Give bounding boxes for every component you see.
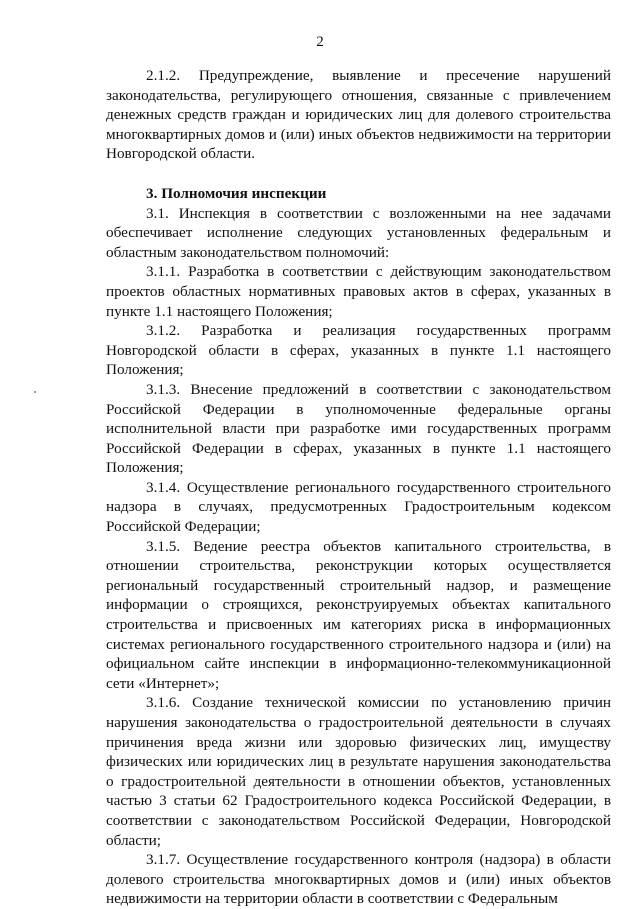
paragraph-3-1-4: 3.1.4. Осуществление регионального государственного строительного надзора в случаях, предусмотренных Градостроительным кодексом Российской Федерации; (106, 478, 611, 536)
paragraph-3-1-6: 3.1.6. Создание технической комиссии по установлению причин нарушения законодательства о градостроительной деятельности в случаях причинения вреда жизни или здоровью физических лиц, имуществу физических или юридических лиц в результате нарушения законодательства о градостроительной деятельности в отношении объектов, установленных частью 3 статьи 62 Градостроительного кодекса Российской Федерации, в соответствии с законодательством Российской Федерации, Новгородской области; (106, 694, 611, 849)
margin-mark (34, 391, 36, 393)
paragraph-3-1: 3.1. Инспекция в соответствии с возложенными на нее задачами обеспечивает исполнение следующих установленных федеральным и областным законодательством полномочий: (106, 204, 611, 261)
paragraph-3-1-7: 3.1.7. Осуществление государственного контроля (надзора) в области долевого строительства многоквартирных домов и (или) иных объектов недвижимости на территории области в соответствии с Федеральным (106, 851, 611, 908)
paragraph-3-1-5: 3.1.5. Ведение реестра объектов капитального строительства, в отношении строительства, реконструкции которых осуществляется региональный государственный строительный надзор, и размещение информации о строящихся, реконструируемых объектах капитального строительства и присвоенных им категориях риска в информационных системах регионального государственного строительного надзора и (или) на официальном сайте инспекции в информационно-телекоммуникационной сети «Интернет»; (106, 537, 611, 692)
paragraph-3-1-2: 3.1.2. Разработка и реализация государственных программ Новгородской области в сферах, указанных в пункте 1.1 настоящего Положения; (106, 322, 611, 379)
paragraph-2-1-2: 2.1.2. Предупреждение, выявление и пресечение нарушений законодательства, регулирующего отношения, связанные с привлечением денежных средств граждан и юридических лиц для долевого строительства многоквартирных домов и (или) иных объектов недвижимости на территории Новгородской области. (106, 67, 611, 163)
page-number: 2 (316, 34, 324, 50)
paragraph-3-1-1: 3.1.1. Разработка в соответствии с действующим законодательством проектов областных нормативных правовых актов в сферах, указанных в пункте 1.1 настоящего Положения; (106, 263, 611, 320)
section-heading: 3. Полномочия инспекции (146, 184, 327, 202)
paragraph-3-1-3: 3.1.3. Внесение предложений в соответствии с законодательством Российской Федерации в уполномоченные федеральные органы исполнительной власти при разработке ими государственных программ Российской Федерации в сферах, указанных в пункте 1.1 настоящего Положения; (106, 380, 611, 477)
document-body (106, 66, 611, 909)
